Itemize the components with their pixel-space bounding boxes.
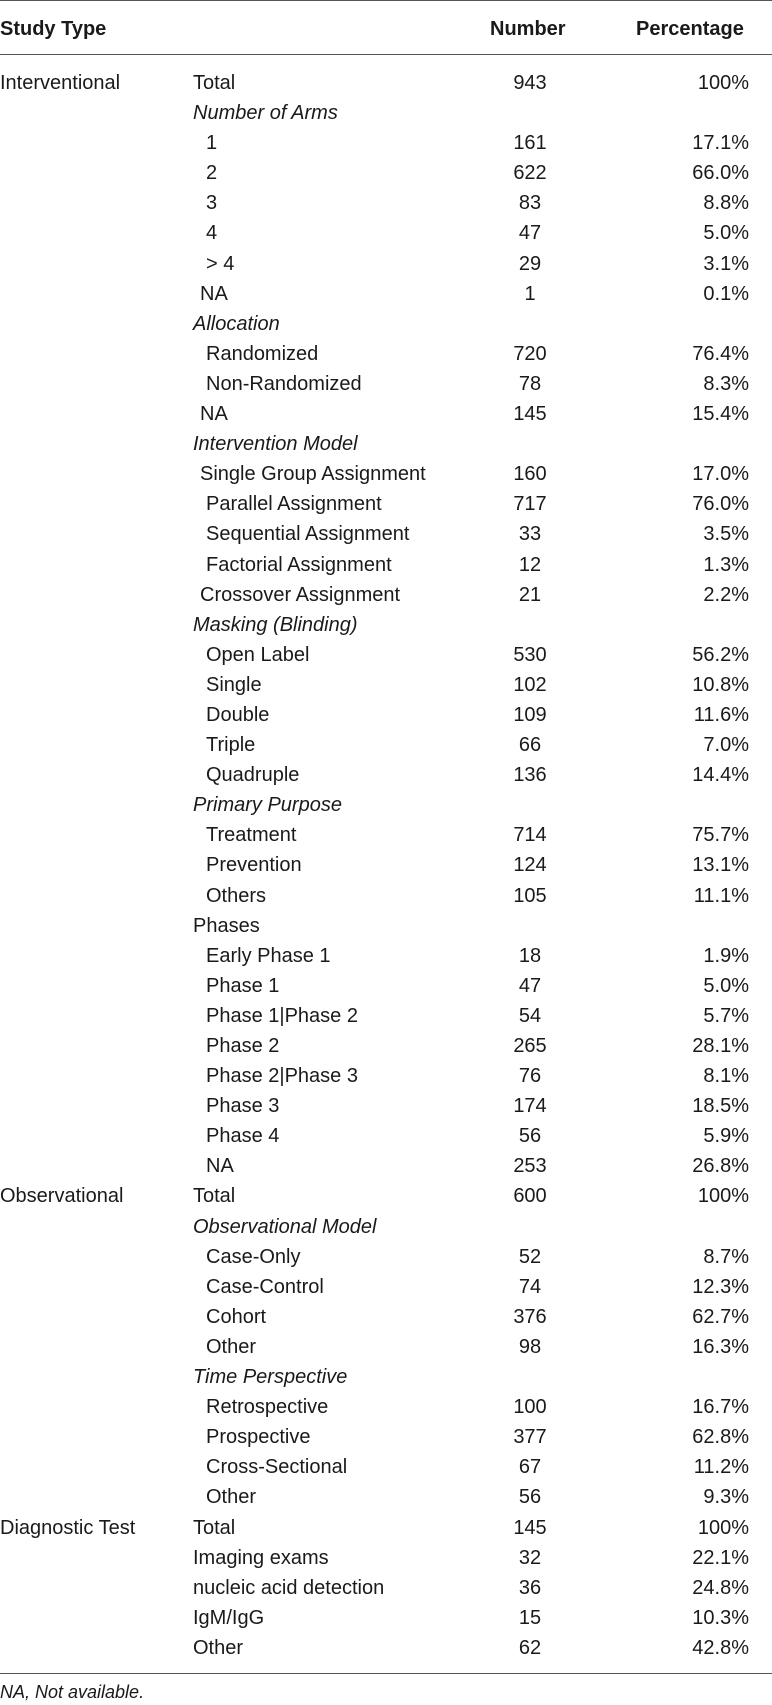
number-cell: 12 xyxy=(518,553,542,576)
table-row xyxy=(0,1302,772,1332)
percentage-cell: 56.2% xyxy=(692,643,749,666)
number-cell: 109 xyxy=(513,703,547,726)
number-cell: 29 xyxy=(518,252,542,275)
number-cell: 600 xyxy=(513,1185,547,1208)
row-label: Other xyxy=(206,1335,257,1358)
row-label: 3 xyxy=(206,192,218,215)
table-row xyxy=(0,790,772,820)
row-label: Total xyxy=(193,1516,236,1539)
percentage-cell: 2.2% xyxy=(703,583,749,606)
table-row xyxy=(0,1212,772,1242)
number-cell: 160 xyxy=(513,463,547,486)
row-label: Prevention xyxy=(206,854,302,877)
percentage-cell: 3.1% xyxy=(703,252,749,275)
table-row xyxy=(0,1543,772,1573)
row-label: IgM/IgG xyxy=(193,1606,265,1629)
percentage-cell: 100% xyxy=(697,1185,749,1208)
number-cell: 76 xyxy=(518,1065,542,1088)
percentage-cell: 16.3% xyxy=(692,1335,749,1358)
percentage-cell: 8.3% xyxy=(703,372,749,395)
row-label: Early Phase 1 xyxy=(206,944,331,967)
table-row xyxy=(0,459,772,489)
row-label: Other xyxy=(193,1636,244,1659)
number-cell: 56 xyxy=(518,1125,542,1148)
category-heading: Observational Model xyxy=(193,1215,377,1238)
percentage-cell: 1.9% xyxy=(703,944,749,967)
row-label: Single Group Assignment xyxy=(200,463,426,486)
number-cell: 265 xyxy=(513,1035,547,1057)
number-cell: 78 xyxy=(518,372,542,395)
table-row xyxy=(0,1001,772,1031)
table-row xyxy=(0,1121,772,1151)
number-cell: 21 xyxy=(518,583,542,606)
table-row xyxy=(0,1482,772,1512)
percentage-cell: 12.3% xyxy=(692,1275,749,1298)
table-row xyxy=(0,610,772,640)
number-cell: 52 xyxy=(518,1245,542,1268)
number-cell: 530 xyxy=(513,643,547,666)
number-cell: 105 xyxy=(513,884,547,907)
percentage-cell: 5.0% xyxy=(703,222,749,245)
table-row xyxy=(0,971,772,1001)
number-cell: 943 xyxy=(513,72,547,94)
number-cell: 145 xyxy=(513,403,547,426)
table-row xyxy=(0,98,772,128)
row-label: Total xyxy=(193,1185,236,1208)
table-row xyxy=(0,128,772,158)
percentage-cell: 66.0% xyxy=(692,162,749,185)
number-cell: 717 xyxy=(513,493,547,516)
percentage-cell: 100% xyxy=(697,1516,749,1539)
number-cell: 622 xyxy=(513,162,547,185)
table-bottom-rule xyxy=(0,1673,772,1674)
percentage-cell: 0.1% xyxy=(703,282,749,305)
table-row xyxy=(0,1573,772,1603)
row-label: Total xyxy=(193,72,236,94)
row-label: Phase 1 xyxy=(206,974,280,997)
percentage-cell: 3.5% xyxy=(703,523,749,546)
table-row xyxy=(0,941,772,971)
percentage-cell: 26.8% xyxy=(692,1155,749,1178)
table-row xyxy=(0,249,772,279)
number-cell: 33 xyxy=(518,523,542,546)
table-row xyxy=(0,218,772,248)
row-label: Non-Randomized xyxy=(206,372,362,395)
number-cell: 74 xyxy=(518,1275,542,1298)
table-row xyxy=(0,580,772,610)
percentage-cell: 76.4% xyxy=(692,342,749,365)
table-row xyxy=(0,369,772,399)
number-cell: 376 xyxy=(513,1305,547,1328)
percentage-cell: 5.0% xyxy=(703,974,749,997)
table-row xyxy=(0,1633,772,1663)
row-label: Others xyxy=(206,884,267,907)
category-heading: Time Perspective xyxy=(193,1366,348,1389)
number-cell: 66 xyxy=(518,734,542,757)
table-row xyxy=(0,1181,772,1211)
percentage-cell: 17.0% xyxy=(692,463,749,486)
table-row xyxy=(0,489,772,519)
row-label: 2 xyxy=(206,162,218,185)
percentage-cell: 62.8% xyxy=(692,1426,749,1449)
number-cell: 56 xyxy=(518,1486,542,1509)
percentage-cell: 15.4% xyxy=(692,403,749,426)
row-label: Factorial Assignment xyxy=(206,553,392,576)
table-row xyxy=(0,911,772,941)
percentage-cell: 8.1% xyxy=(703,1065,749,1088)
percentage-cell: 100% xyxy=(697,72,749,94)
row-label: Double xyxy=(206,703,270,726)
table-row xyxy=(0,519,772,549)
table-row xyxy=(0,1272,772,1302)
table-row xyxy=(0,760,772,790)
number-cell: 54 xyxy=(518,1004,542,1027)
table-row xyxy=(0,1332,772,1362)
number-cell: 714 xyxy=(513,824,547,847)
table-row xyxy=(0,850,772,880)
number-cell: 377 xyxy=(513,1426,547,1449)
table-row xyxy=(0,158,772,188)
row-label: Cross-Sectional xyxy=(206,1456,348,1479)
table-header-rule xyxy=(0,54,772,55)
number-cell: 47 xyxy=(518,974,542,997)
percentage-cell: 11.2% xyxy=(693,1456,749,1479)
percentage-cell: 24.8% xyxy=(692,1576,749,1599)
percentage-cell: 11.6% xyxy=(693,703,749,726)
row-label: Phases xyxy=(193,914,260,937)
category-heading: Number of Arms xyxy=(193,102,338,125)
number-cell: 145 xyxy=(513,1516,547,1539)
number-cell: 136 xyxy=(513,764,547,787)
percentage-cell: 17.1% xyxy=(692,132,749,155)
row-label: Retrospective xyxy=(206,1396,329,1419)
row-label: 1 xyxy=(206,132,218,155)
row-label: Phase 2 xyxy=(206,1035,280,1057)
percentage-cell: 76.0% xyxy=(692,493,749,516)
row-label: Imaging exams xyxy=(193,1546,329,1569)
category-heading: Allocation xyxy=(193,312,280,335)
number-cell: 15 xyxy=(518,1606,542,1629)
percentage-cell: 14.4% xyxy=(692,764,749,787)
number-cell: 18 xyxy=(518,944,542,967)
table-row xyxy=(0,429,772,459)
table-footnote: NA, Not available. xyxy=(0,1682,145,1702)
table-row xyxy=(0,188,772,218)
percentage-cell: 62.7% xyxy=(692,1305,749,1328)
percentage-cell: 8.8% xyxy=(703,192,749,215)
table-body xyxy=(0,68,772,1663)
table-row xyxy=(0,1362,772,1392)
table-row xyxy=(0,1422,772,1452)
percentage-cell: 5.9% xyxy=(703,1125,749,1148)
number-cell: 62 xyxy=(518,1636,542,1659)
category-heading: Masking (Blinding) xyxy=(193,613,358,636)
percentage-cell: 10.8% xyxy=(692,673,749,696)
row-label: Randomized xyxy=(206,342,319,365)
number-cell: 47 xyxy=(518,222,542,245)
header-percentage: Percentage xyxy=(636,18,744,40)
percentage-cell: 13.1% xyxy=(692,854,749,877)
number-cell: 83 xyxy=(518,192,542,215)
table-row xyxy=(0,1392,772,1422)
row-label: Case-Control xyxy=(206,1275,324,1298)
table-row xyxy=(0,881,772,911)
table-row xyxy=(0,1031,772,1061)
table-row xyxy=(0,1242,772,1272)
row-label: Phase 4 xyxy=(206,1125,280,1148)
table-row xyxy=(0,670,772,700)
number-cell: 1 xyxy=(524,282,536,305)
percentage-cell: 18.5% xyxy=(692,1095,749,1118)
row-label: Prospective xyxy=(206,1426,311,1449)
table-header xyxy=(0,0,772,54)
table-row xyxy=(0,279,772,309)
row-label: Crossover Assignment xyxy=(200,583,401,606)
number-cell: 174 xyxy=(513,1095,547,1118)
table-row xyxy=(0,640,772,670)
table-row xyxy=(0,550,772,580)
table-row xyxy=(0,309,772,339)
table-row xyxy=(0,1513,772,1543)
table-row xyxy=(0,68,772,98)
header-number: Number xyxy=(490,18,566,40)
number-cell: 102 xyxy=(513,673,547,696)
number-cell: 32 xyxy=(518,1546,542,1569)
study-type-cell: Observational xyxy=(0,1185,124,1208)
number-cell: 161 xyxy=(513,132,547,155)
number-cell: 124 xyxy=(513,854,547,877)
category-heading: Intervention Model xyxy=(193,433,358,456)
row-label: Single xyxy=(206,673,262,696)
table-row xyxy=(0,1603,772,1633)
percentage-cell: 22.1% xyxy=(692,1546,749,1569)
table-row xyxy=(0,820,772,850)
number-cell: 67 xyxy=(518,1456,542,1479)
row-label: nucleic acid detection xyxy=(193,1576,385,1599)
table-row xyxy=(0,730,772,760)
table-row xyxy=(0,1061,772,1091)
percentage-cell: 42.8% xyxy=(692,1636,749,1659)
row-label: Case-Only xyxy=(206,1245,301,1268)
table-row xyxy=(0,700,772,730)
number-cell: 100 xyxy=(513,1396,547,1419)
table-row xyxy=(0,339,772,369)
row-label: NA xyxy=(200,403,228,426)
percentage-cell: 7.0% xyxy=(703,734,749,757)
number-cell: 253 xyxy=(513,1155,547,1178)
row-label: NA xyxy=(206,1155,234,1178)
row-label: Sequential Assignment xyxy=(206,523,410,546)
row-label: > 4 xyxy=(206,252,235,275)
row-label: Phase 1|Phase 2 xyxy=(206,1004,358,1027)
percentage-cell: 10.3% xyxy=(692,1606,749,1629)
row-label: Other xyxy=(206,1486,257,1509)
table-row xyxy=(0,399,772,429)
percentage-cell: 9.3% xyxy=(703,1486,749,1509)
row-label: Phase 3 xyxy=(206,1095,280,1118)
row-label: NA xyxy=(200,282,228,305)
percentage-cell: 8.7% xyxy=(703,1245,749,1268)
row-label: Parallel Assignment xyxy=(206,493,382,516)
number-cell: 36 xyxy=(518,1576,542,1599)
table-row xyxy=(0,1091,772,1121)
row-label: 4 xyxy=(206,222,218,245)
percentage-cell: 11.1% xyxy=(693,884,749,907)
category-heading: Primary Purpose xyxy=(193,794,342,817)
header-study-type: Study Type xyxy=(0,18,107,40)
table-row xyxy=(0,1452,772,1482)
number-cell: 720 xyxy=(513,342,547,365)
row-label: Quadruple xyxy=(206,764,300,787)
number-cell: 98 xyxy=(518,1335,542,1358)
study-type-cell: Interventional xyxy=(0,72,121,94)
percentage-cell: 16.7% xyxy=(692,1396,749,1419)
row-label: Open Label xyxy=(206,643,310,666)
row-label: Cohort xyxy=(206,1305,267,1328)
row-label: Phase 2|Phase 3 xyxy=(206,1065,358,1088)
study-type-cell: Diagnostic Test xyxy=(0,1516,136,1539)
percentage-cell: 28.1% xyxy=(692,1035,749,1057)
row-label: Triple xyxy=(206,734,256,757)
percentage-cell: 75.7% xyxy=(692,824,749,847)
percentage-cell: 1.3% xyxy=(703,553,749,576)
row-label: Treatment xyxy=(206,824,297,847)
table-row xyxy=(0,1151,772,1181)
percentage-cell: 5.7% xyxy=(703,1004,749,1027)
